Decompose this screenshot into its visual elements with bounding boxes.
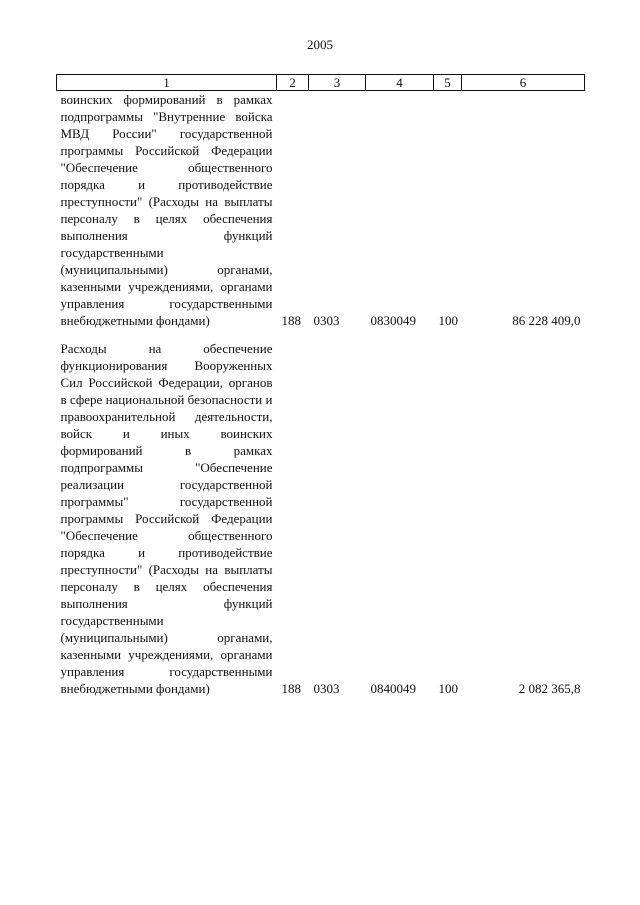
row-expense-type-code: 100: [438, 313, 458, 328]
row-ministry-code: 188: [281, 313, 301, 328]
row-target-item-code: 0830049: [370, 313, 416, 328]
column-header-3: 3: [309, 75, 366, 91]
row-section-code: 0303: [313, 681, 340, 696]
table-header-row: [57, 75, 585, 91]
budget-table: [56, 74, 585, 697]
row-amount: 2 082 365,8: [518, 681, 581, 696]
column-header-2: 2: [277, 75, 309, 91]
row-ministry-code: 188: [281, 681, 301, 696]
row-section-code: 0303: [313, 313, 340, 328]
column-header-6: 6: [462, 75, 585, 91]
column-header-4: 4: [366, 75, 434, 91]
row-description: Расходы на обеспечение функционирования Вооруженных Сил Российской Федерации, органов в сфере национальной безопасности и правоохранительной деятельности, войск и иных воинских формирований в рамках подпрограммы "Обеспечение реализации государственной программы" государственной программы Российской Федерации "Обеспечение общественного порядка и противодействие преступности" (Расходы на выплаты персоналу в целях обеспечения выполнения функций государственными (муниципальными) органами, казенными учреждениями, органами управления государственными внебюджетными фондами): [60, 341, 273, 696]
row-amount: 86 228 409,0: [512, 313, 581, 328]
row-target-item-code: 0840049: [370, 681, 416, 696]
column-header-1: 1: [57, 75, 277, 91]
page-number: 2005: [307, 37, 333, 52]
row-description: воинских формирований в рамках подпрограммы "Внутренние войска МВД России" государственной программы Российской Федерации "Обеспечение общественного порядка и противодействие преступности" (Расходы на выплаты персоналу в целях обеспечения выполнения функций государственными (муниципальными) органами, казенными учреждениями, органами управления государственными внебюджетными фондами): [60, 92, 273, 328]
row-expense-type-code: 100: [438, 681, 458, 696]
row-spacer: [57, 329, 585, 340]
column-header-5: 5: [434, 75, 462, 91]
table-row: [57, 340, 585, 697]
table-row: [57, 91, 585, 330]
